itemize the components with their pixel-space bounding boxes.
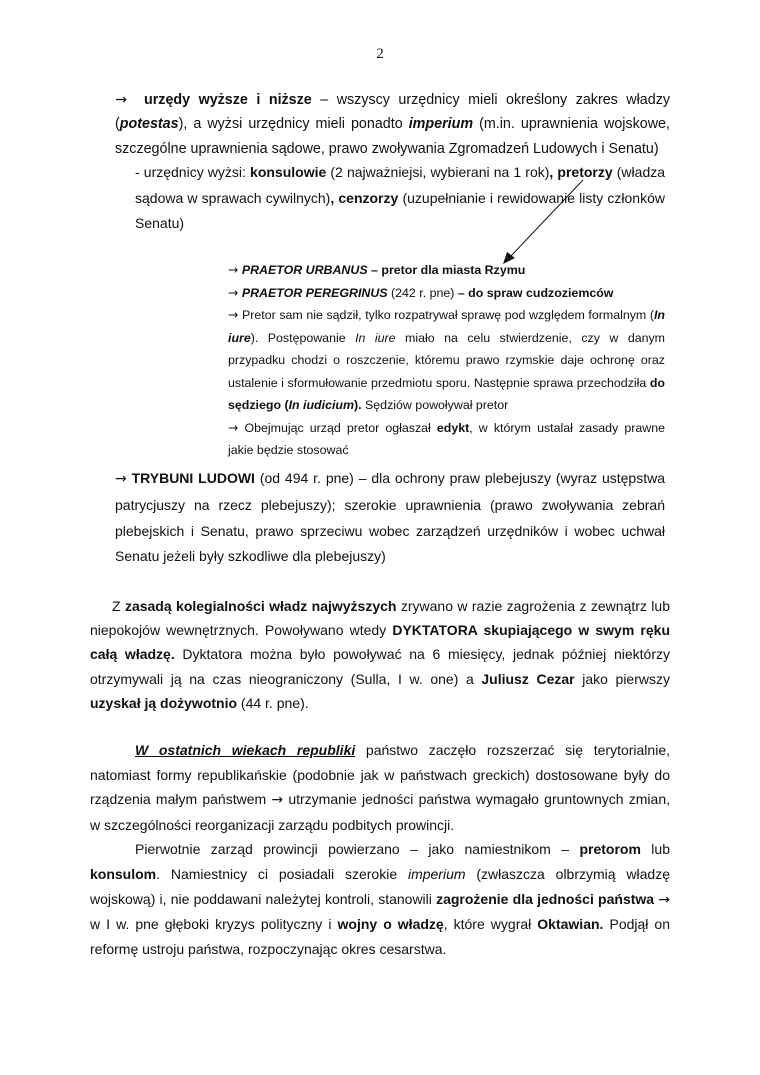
arrow-right-icon: → (228, 262, 239, 277)
heading-late-republic: W ostatnich wiekach republiki (135, 742, 356, 758)
praetor-urbanus-line: → PRAETOR URBANUS – pretor dla miasta Rzymu (228, 262, 526, 277)
heading-offices: urzędy wyższe i niższe (144, 92, 312, 108)
paragraph-late-republic: W ostatnich wiekach republiki państwo zaczęło rozszerzać się terytorialnie, natomiast formy republikańskie (podobnie jak w państwach greckich) dostosowane były do rządzenia małym państwem → utrzymanie jedności państwa wymagało gruntownych zmian, w szczególności reorganizacji zarządu podbitych prowincji. (90, 742, 670, 833)
arrow-right-icon: → (658, 891, 671, 908)
term-pretorzy: pretorzy (557, 164, 613, 180)
term-potestas: potestas (119, 116, 179, 133)
paragraph: → TRYBUNI LUDOWI (od 494 r. pne) – dla ochrony praw plebejuszy (wyraz ustępstwa patrycjuszy na rzecz plebejuszy); szerokie uprawnienia (prawo zwoływania zebrań plebejskich i Senatu, prawo sprzeciwu wobec zarządzeń urzędników i wobec uchwał Senatu jeżeli były szkodliwe dla plebejuszy) (115, 470, 665, 565)
paragraph: - urzędnicy wyżsi: konsulowie (2 najważniejsi, wybierani na 1 rok), pretorzy (władza sądowa w sprawach cywilnych), cenzorzy (uzupełnianie i rewidowanie listy członków Senatu) (135, 164, 666, 231)
term-konsulowie: konsulowie (250, 164, 327, 180)
paragraph-provinces: Pierwotnie zarząd prowincji powierzano – jako namiestnikom – pretorom lub konsulom. Namiestnicy ci posiadali szerokie imperium (zwłaszcza olbrzymią władzę wojskową) i, nie poddawani należytej kontroli, stanowili zagrożenie dla jedności państwa → w I w. pne głęboki kryzys polityczny i wojny o władzę, które wygrał Oktawian. Podjął on reformę ustroju państwa, rozpoczynając okres cesarstwa. (90, 841, 671, 957)
praetor-procedure-paragraph: → Pretor sam nie sądził, tylko rozpatrywał sprawę pod względem formalnym (In iure). Postępowanie In iure miało na celu stwierdzenie, czy w danym przypadku chodzi o roszczenie, któremu prawo rzymskie daje ochronę oraz ustalenie i sformułowanie przedmiotu sporu. Następnie sprawa przechodziła do sędziego (In iudicium). Sędziów powoływał pretor (228, 307, 666, 412)
term-imperium: imperium (408, 116, 474, 133)
arrow-right-icon: → (228, 284, 239, 300)
arrow-right-icon: → (228, 419, 239, 435)
arrow-right-icon: → (115, 471, 127, 487)
section-praetors (228, 259, 665, 462)
arrow-right-icon: → (228, 307, 239, 322)
arrow-right-icon: → (115, 92, 127, 108)
praetor-edict-paragraph: → Obejmując urząd pretor ogłaszał edykt, w którym ustalał zasady prawne jakie będzie stosować (228, 419, 665, 457)
section-dictator (90, 594, 670, 715)
page-number: 2 (376, 46, 384, 62)
praetor-peregrinus-line: → PRAETOR PEREGRINUS (242 r. pne) – do spraw cudzoziemców (228, 284, 614, 300)
section-tribunes (115, 466, 665, 570)
section-late-republic (90, 738, 670, 961)
term-cenzorzy: cenzorzy (338, 189, 399, 206)
paragraph: → urzędy wyższe i niższe – wszyscy urzędnicy mieli określony zakres władzy (potestas), a wyżsi urzędnicy mieli ponadto imperium (m.in. uprawnienia wojskowe, szczególne uprawnienia sądowe, prawo zwoływania Zgromadzeń Ludowych i Senatu) (115, 92, 671, 157)
heading-tribunes: TRYBUNI LUDOWI (131, 470, 255, 486)
paragraph: Z zasadą kolegialności władz najwyższych zrywano w razie zagrożenia z zewnątrz lub niepokojów wewnętrznych. Powoływano wtedy DYKTATORA skupiającego w swym ręku całą władzę. Dyktatora można było powoływać na 6 miesięcy, jednak później niektórzy otrzymywali ją na czas nieograniczony (Sulla, I w. one) a Juliusz Cezar jako pierwszy uzyskał ją dożywotnio (44 r. pne). (90, 598, 671, 711)
arrow-right-icon: → (271, 792, 284, 809)
